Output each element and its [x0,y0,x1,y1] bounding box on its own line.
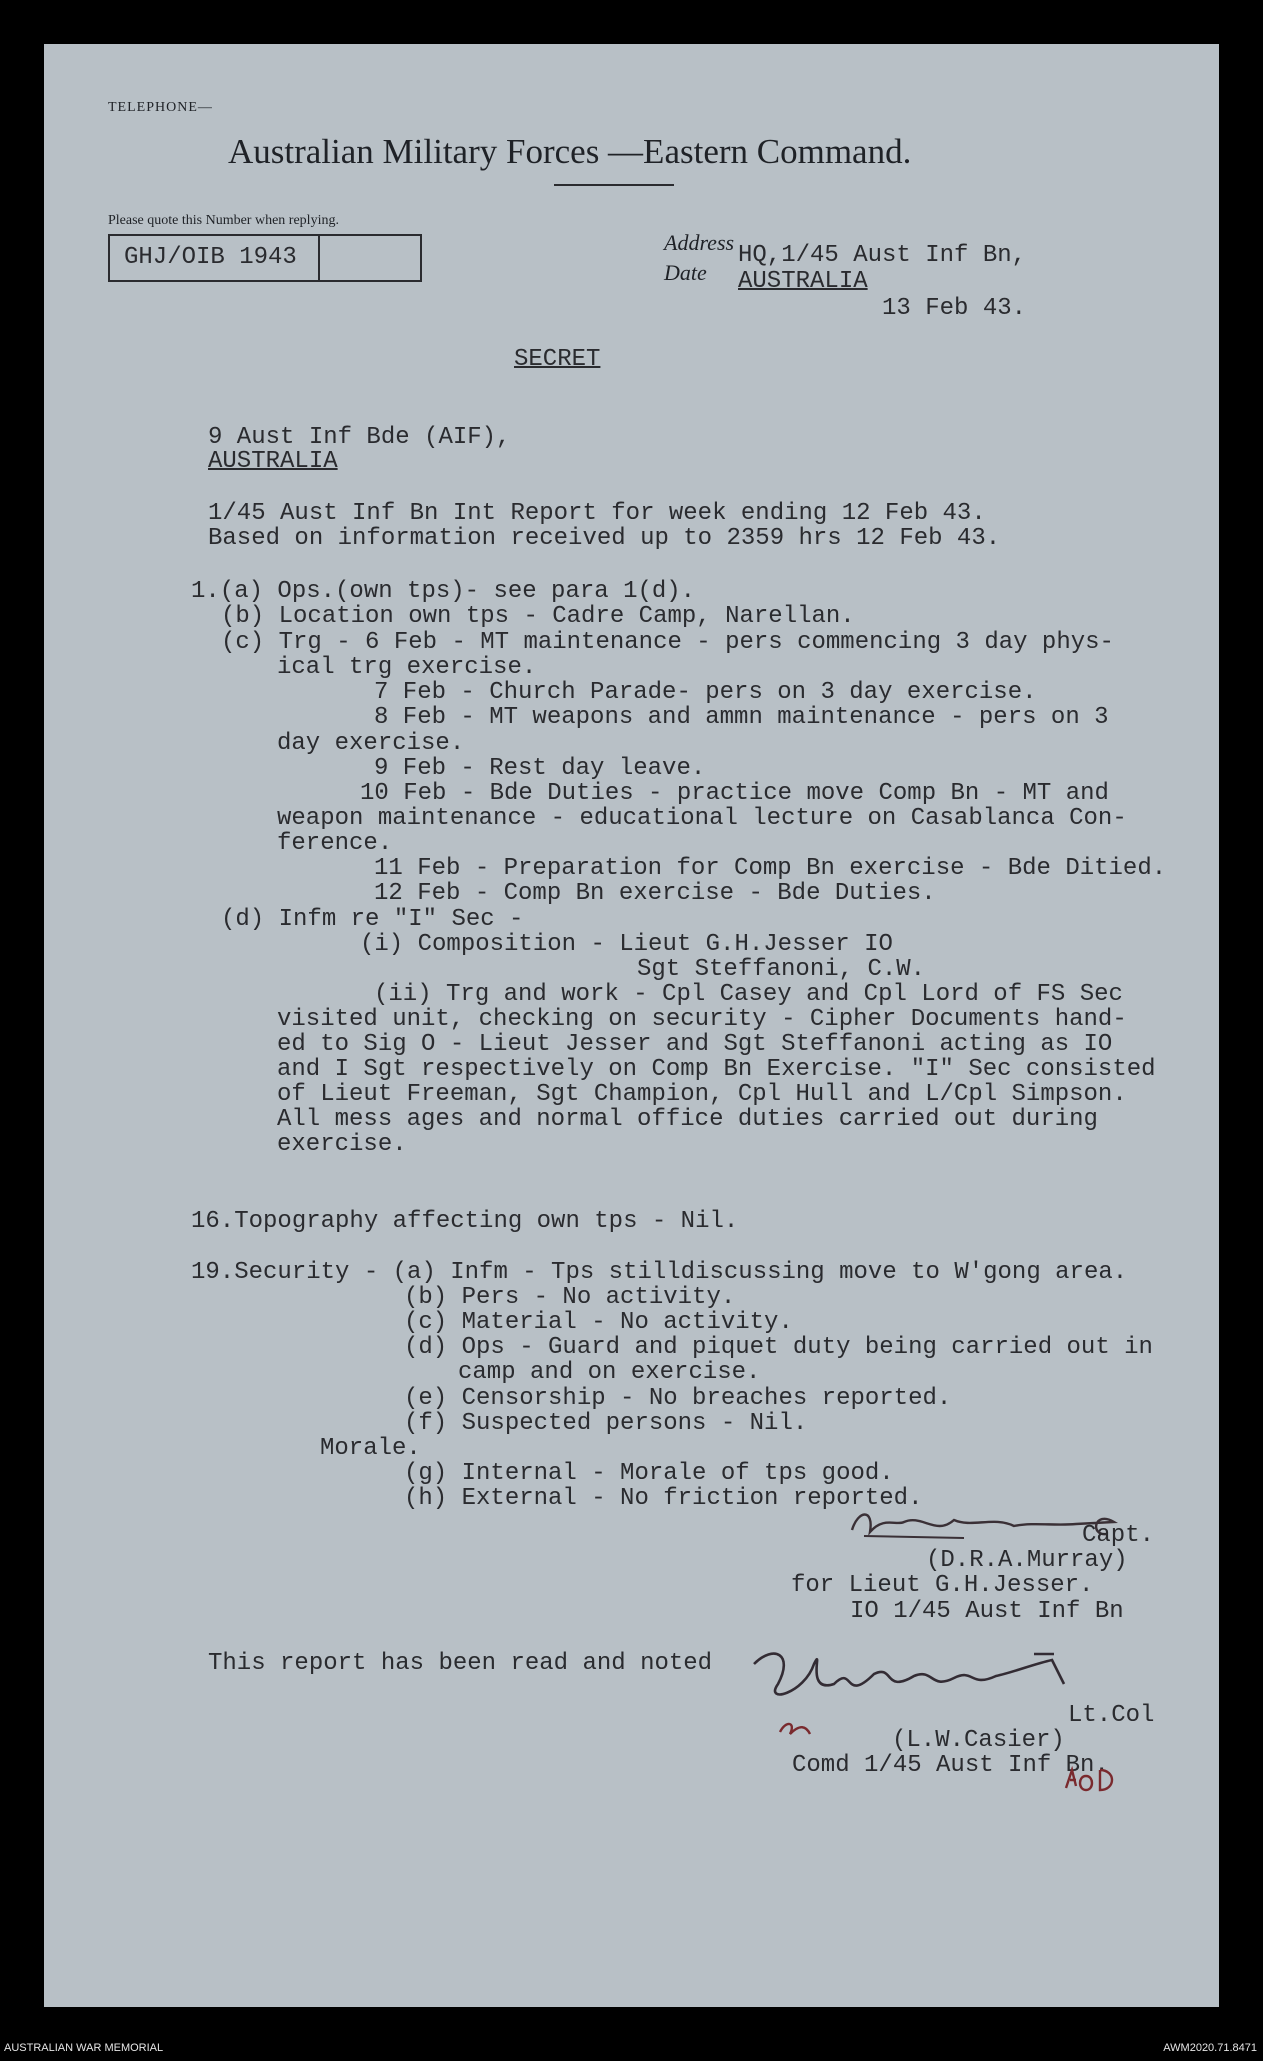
para-1d-ii-line-3: ed to Sig O - Lieut Jesser and Sgt Steffanoni acting as IO [277,1031,1113,1058]
para-1c-line-11: 12 Feb - Comp Bn exercise - Bde Duties. [374,880,936,907]
letter-date: 13 Feb 43. [882,295,1027,322]
para-1d-ii-line-4: and I Sgt respectively on Comp Bn Exercise. "I" Sec consisted [277,1056,1156,1083]
para-1c-line-9: ference. [277,830,393,857]
para-16: 16.Topography affecting own tps - Nil. [191,1208,739,1235]
para-1c-line-6: 9 Feb - Rest day leave. [374,755,706,782]
signatory-rank-2: Lt.Col [1068,1702,1155,1729]
para-1d-i-line-2: Sgt Steffanoni, C.W. [637,956,926,983]
para-1d-ii-line-5: of Lieut Freeman, Sgt Champion, Cpl Hull and L/Cpl Simpson. [277,1081,1127,1108]
signatory-rank-1: Capt. [1082,1522,1155,1549]
archive-reference: AWM2020.71.8471 [1163,2042,1257,2054]
para-19a: 19.Security - (a) Infm - Tps stilldiscussing move to W'gong area. [191,1259,1128,1286]
signatory-name-1: (D.R.A.Murray) [926,1547,1128,1574]
para-19d-line-1: (d) Ops - Guard and piquet duty being carried out in [404,1334,1153,1361]
address-line-1: HQ,1/45 Aust Inf Bn, [738,242,1027,269]
para-1c-line-2: ical trg exercise. [277,654,537,681]
para-19g: (g) Internal - Morale of tps good. [404,1460,894,1487]
address-label: Address [664,230,735,255]
addressee-line-2: AUSTRALIA [208,448,338,475]
letterhead-rule [554,184,674,186]
para-19h: (h) External - No friction reported. [404,1485,923,1512]
morale-heading: Morale. [320,1435,421,1462]
subject-line-2: Based on information received up to 2359 hrs 12 Feb 43. [208,525,1001,552]
para-1d-ii-line-2: visited unit, checking on security - Cipher Documents hand- [277,1006,1127,1033]
para-19e: (e) Censorship - No breaches reported. [404,1385,952,1412]
signatory-appointment-1: IO 1/45 Aust Inf Bn [850,1598,1124,1625]
signatory-name-2: (L.W.Casier) [892,1727,1065,1754]
signatory-line-for: for Lieut G.H.Jesser. [791,1572,1094,1599]
initials-mark [1060,1762,1130,1798]
para-1a: 1.(a) Ops.(own tps)- see para 1(d). [191,578,696,605]
para-1c-line-7: 10 Feb - Bde Duties - practice move Comp Bn - MT and [360,780,1109,807]
para-19f: (f) Suspected persons - Nil. [404,1410,808,1437]
para-19b: (b) Pers - No activity. [404,1284,736,1311]
address-line-2: AUSTRALIA [738,268,868,295]
para-1c-line-8: weapon maintenance - educational lecture on Casablanca Con- [277,805,1127,832]
subject-line-1: 1/45 Aust Inf Bn Int Report for week ending 12 Feb 43. [208,500,986,527]
date-label: Date [664,260,707,285]
ref-box-divider [318,236,320,280]
signatory-appointment-2: Comd 1/45 Aust Inf Bn. [792,1752,1109,1779]
addressee-line-1: 9 Aust Inf Bde (AIF), [208,424,511,451]
footer-bar [0,2038,1263,2061]
read-and-noted: This report has been read and noted [208,1650,713,1677]
para-1c-line-3: 7 Feb - Church Parade- pers on 3 day exercise. [374,679,1037,706]
para-1d-i-line-1: (i) Composition - Lieut G.H.Jesser IO [360,931,893,958]
telephone-label: TELEPHONE— [108,100,213,115]
para-1c-line-5: day exercise. [277,730,465,757]
document-sheet [44,44,1219,2007]
para-1d-ii-line-1: (ii) Trg and work - Cpl Casey and Cpl Lord of FS Sec [374,981,1123,1008]
reference-number: GHJ/OIB 1943 [124,244,297,271]
para-1c-line-4: 8 Feb - MT weapons and ammn maintenance - pers on 3 [374,704,1109,731]
para-1c-line-1: (c) Trg - 6 Feb - MT maintenance - pers commencing 3 day phys- [221,629,1114,656]
classification: SECRET [514,346,601,373]
para-19d-line-2: camp and on exercise. [458,1359,761,1386]
para-1d-ii-line-6: All mess ages and normal office duties carried out during [277,1106,1098,1133]
para-1c-line-10: 11 Feb - Preparation for Comp Bn exercise - Bde Ditied. [374,855,1167,882]
letterhead-title: Australian Military Forces —Eastern Command. [228,132,912,171]
quote-number-note: Please quote this Number when replying. [108,213,339,228]
reference-number-box [108,234,422,282]
para-19c: (c) Material - No activity. [404,1309,793,1336]
para-1d-heading: (d) Infm re "I" Sec - [221,906,524,933]
para-1d-ii-line-7: exercise. [277,1131,407,1158]
para-1b: (b) Location own tps - Cadre Camp, Narellan. [221,603,855,630]
archive-credit: AUSTRALIAN WAR MEMORIAL [4,2042,164,2054]
